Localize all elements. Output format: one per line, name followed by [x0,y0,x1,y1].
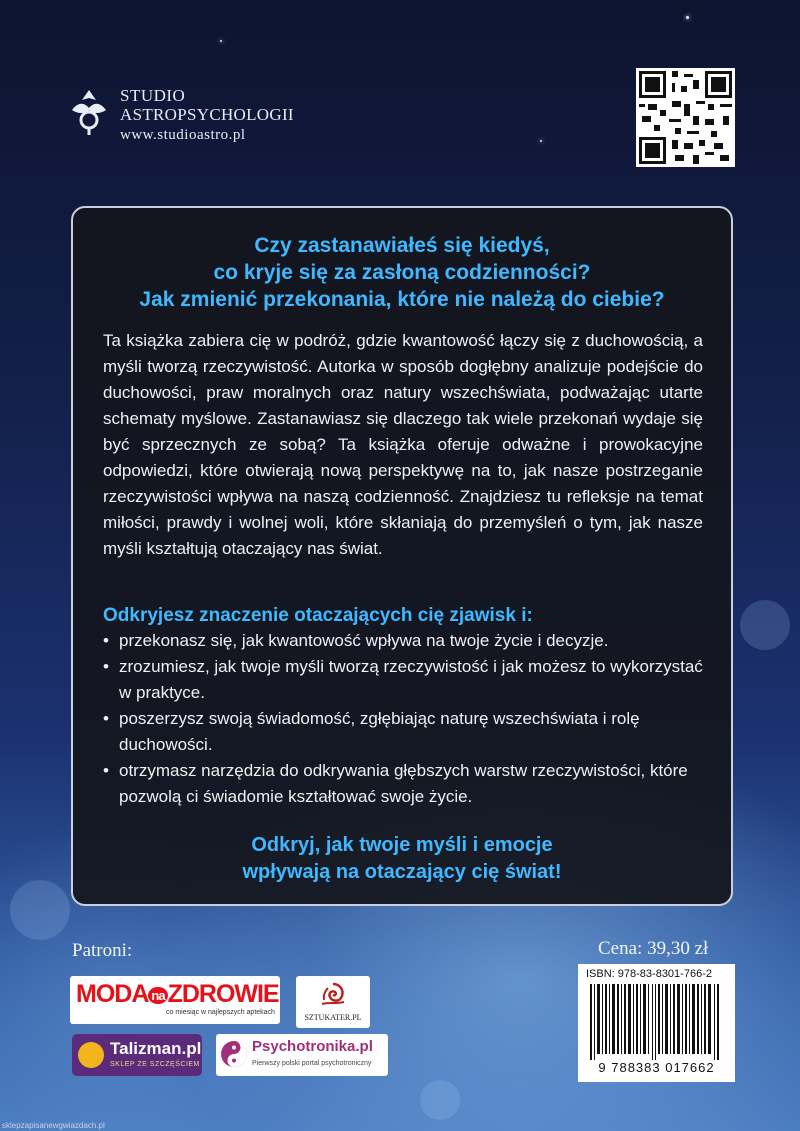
isbn-barcode [578,964,735,1082]
moda-tagline: co miesiąc w najlepszych aptekach [166,1009,275,1016]
star [686,16,689,19]
description-body [103,328,703,562]
talizman-tagline: SKLEP ZE SZCZĘŚCIEM [110,1061,200,1068]
moda-logo-text [76,980,279,1009]
sztukater-label: SZTUKATER.PL [304,1013,362,1022]
star [220,40,222,42]
price-label: Cena: 39,30 zł [598,938,709,959]
sponsor-psychotronika[interactable] [216,1034,388,1076]
star [540,140,542,142]
closing-tagline [73,832,731,886]
publisher-name-line2: ASTROPSYCHOLOGII [120,105,294,124]
isbn-label: ISBN: 978-83-8301-766-2 [586,968,712,980]
yin-yang-icon [220,1040,248,1068]
bokeh-light [740,600,790,650]
psychotronika-name: Psychotronika.pl [252,1038,373,1055]
astro-lotus-icon [70,88,108,136]
closing-line: wpływają na otaczający cię świat! [242,861,562,883]
sponsor-talizman[interactable] [72,1034,202,1076]
snail-icon [318,980,348,1008]
footer-url[interactable]: sklepzapisanewgwiazdach.pl [2,1121,105,1130]
patrons-label: Patroni: [72,940,133,961]
sponsor-moda-na-zdrowie[interactable] [70,976,280,1024]
benefit-item: • otrzymasz narzędzia do odkrywania głębszych warstw rzeczywistości, które pozwolą ci świadomie kształtować swoje życie. [103,758,703,810]
psychotronika-tagline: Pierwszy polski portal psychotroniczny [252,1060,372,1067]
benefit-item: • poszerzysz swoją świadomość, zgłębiając naturę wszechświata i rolę duchowości. [103,706,703,758]
talizman-coin-icon [78,1042,104,1068]
headline-line: Czy zastanawiałeś się kiedyś, [254,234,550,257]
publisher-logo[interactable] [70,86,310,146]
talizman-name: Talizman.pl [110,1039,202,1058]
moda-na: na [148,987,167,1004]
isbn-number: 9 788383 017662 [598,1060,715,1075]
benefit-item: • zrozumiesz, jak twoje myśli tworzą rzeczywistość i jak możesz to wykorzystać w praktyce. [103,654,703,706]
headline-line: co kryje się za zasłoną codzienności? [213,261,591,284]
qr-code-icon[interactable] [636,68,735,167]
benefit-item: • przekonasz się, jak kwantowość wpływa na twoje życie i decyzje. [103,628,703,654]
moda-suffix: ZDROWIE [167,980,279,1008]
publisher-name-line1: STUDIO [120,86,186,105]
bokeh-light [10,880,70,940]
benefits-list [103,628,703,810]
description-paragraph: Ta książka zabiera cię w podróż, gdzie kwantowość łączy się z duchowością, a myśli tworzą rzeczywistość. Autorka w sposób dogłębny analizuje podejście do duchowości, praw moralnych oraz natury wszechświata, podważając utarte schematy myślowe. Zastanawiasz się dlaczego tak wiele przekonań wydaje się być sprzecznych ze sobą? Ta książka oferuje odważne i prowokacyjne odpowiedzi, które otwierają nową perspektywę na to, jak nasze postrzeganie rzeczywistości wpływa na naszą codzienność. Znajdziesz tu refleksje na temat miłości, prawdy i wolnej woli, które skłaniają do przemyśleń o tym, jak nasze myśli kształtują otaczający nas świat. [103,331,703,558]
headline [73,232,731,313]
bokeh-light [420,1080,460,1120]
publisher-url[interactable]: www.studioastro.pl [120,127,246,143]
moda-prefix: MODA [76,980,149,1008]
closing-line: Odkryj, jak twoje myśli i emocje [251,834,553,856]
headline-line: Jak zmienić przekonania, które nie należą do ciebie? [139,288,665,311]
sponsor-sztukater[interactable] [296,976,370,1028]
description-panel [71,206,733,906]
benefits-title: Odkryjesz znaczenie otaczających cię zjawisk i: [103,605,533,626]
barcode-icon [590,984,723,1060]
